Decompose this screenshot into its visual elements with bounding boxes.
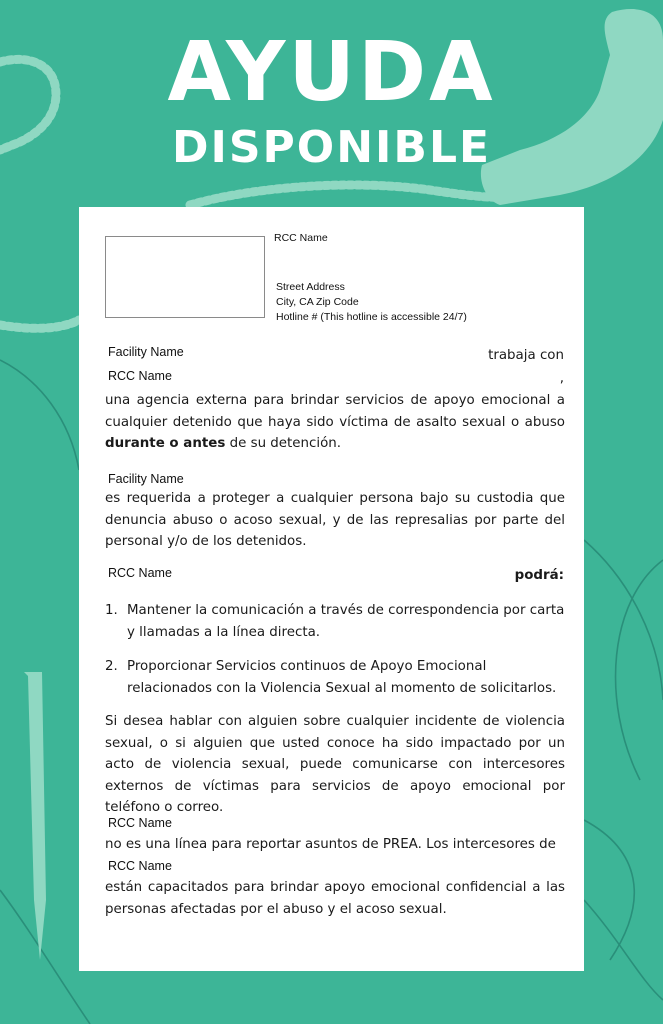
paragraph-5b: están capacitados para brindar apoyo emocional confidencial a las personas afectadas por el abuso y el acoso sexual. — [105, 880, 565, 917]
services-list — [105, 600, 565, 712]
rcc-name-3: RCC Name — [108, 816, 172, 830]
pencil-icon — [24, 672, 46, 960]
paragraph-4: Si desea hablar con alguien sobre cualquier incidente de violencia sexual, o si alguien que usted conoce ha sido impactado por un acto de violencia sexual, puede comunicarse con intercesores externos de víctimas para servicios de apoyo emocional por teléfono o correo. — [105, 714, 565, 815]
comma-text: , — [559, 371, 564, 386]
paragraph-1-text-a: una agencia externa para brindar servicios de apoyo emocional a cualquier detenido que haya sido víctima de asalto sexual o abuso — [105, 393, 565, 430]
hotline-number: Hotline # (This hotline is accessible 24/7) — [276, 311, 467, 323]
paragraph-1-text-b: de su detención. — [229, 436, 342, 451]
city-zip: City, CA Zip Code — [276, 296, 359, 308]
rcc-name-4: RCC Name — [108, 859, 172, 873]
rcc-name-2: RCC Name — [108, 566, 172, 580]
list-item — [105, 600, 565, 644]
rcc-name-1: RCC Name — [108, 369, 172, 383]
paragraph-5a: no es una línea para reportar asuntos de PREA. Los intercesores de — [105, 837, 556, 852]
trabaja-con-text: trabaja con — [488, 348, 564, 363]
logo-placeholder — [105, 236, 265, 318]
paragraph-1 — [105, 390, 565, 455]
info-card — [79, 207, 584, 971]
list-item-number: 2. — [105, 659, 118, 674]
paragraph-2: es requerida a proteger a cualquier persona bajo su custodia que denuncia abuso o acoso sexual, y de las represalias por parte del personal y/o de los detenidos. — [105, 491, 565, 549]
street-address: Street Address — [276, 281, 345, 293]
header-rcc-name: RCC Name — [274, 232, 328, 244]
facility-name-2: Facility Name — [108, 472, 184, 486]
hero-title: AYUDA — [167, 25, 496, 120]
hero-subtitle: DISPONIBLE — [171, 122, 492, 173]
list-item-text: Proporcionar Servicios continuos de Apoyo Emocional relacionados con la Violencia Sexual al momento de solicitarlos. — [127, 659, 557, 696]
podra-text: podrá: — [514, 568, 564, 583]
list-item-number: 1. — [105, 603, 118, 618]
paragraph-1-bold: durante o antes — [105, 436, 226, 451]
list-item-text: Mantener la comunicación a través de correspondencia por carta y llamadas a la línea directa. — [127, 603, 565, 640]
facility-name-1: Facility Name — [108, 345, 184, 359]
list-item — [105, 656, 565, 700]
